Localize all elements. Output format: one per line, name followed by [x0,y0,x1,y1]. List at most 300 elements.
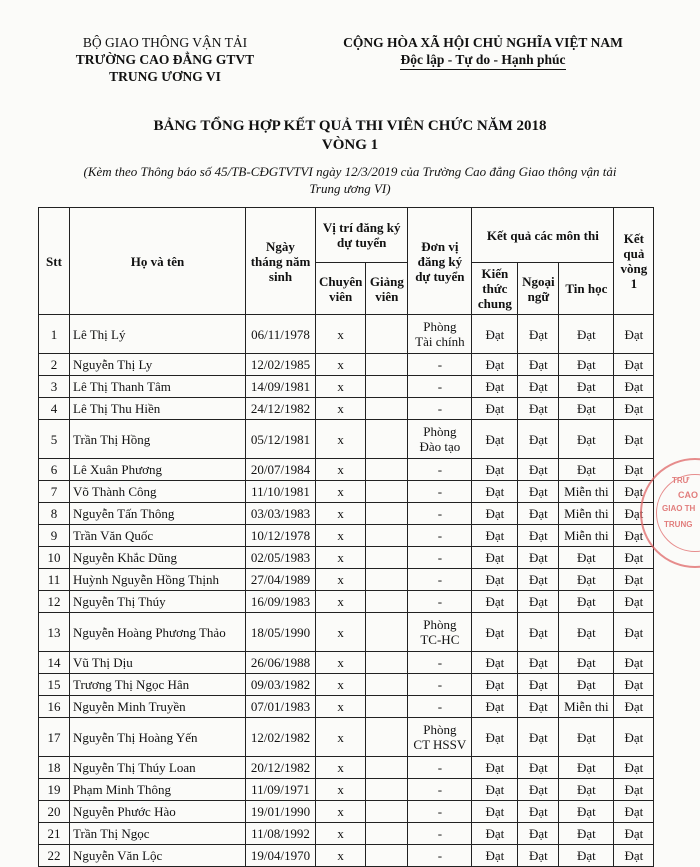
cell-lecturer [366,503,408,525]
cell-specialist: x [316,525,366,547]
unit-line1: - [437,550,443,565]
table-row [39,718,654,757]
cell-foreign: Đạt [518,481,559,503]
cell-stt: 9 [39,525,70,547]
cell-name: Nguyễn Thị Thúy [70,591,246,613]
cell-it: Đạt [559,591,614,613]
cell-round1: Đạt [614,696,654,718]
cell-name: Nguyễn Hoàng Phương Thảo [70,613,246,652]
school-name-line2: TRUNG ƯƠNG VI [109,69,221,84]
cell-stt: 22 [39,845,70,867]
table-row [39,823,654,845]
cell-dob: 11/09/1971 [246,779,316,801]
cell-specialist: x [316,354,366,376]
cell-general: Đạt [472,845,518,867]
table-row [39,547,654,569]
cell-it: Đạt [559,547,614,569]
cell-dob: 20/12/1982 [246,757,316,779]
cell-foreign: Đạt [518,718,559,757]
header-position: Vị trí đăng ký dự tuyển [316,208,408,263]
table-row [39,757,654,779]
unit-line1: Phòng [423,319,457,334]
cell-unit [408,420,472,459]
cell-lecturer [366,525,408,547]
unit-line1: - [437,379,443,394]
cell-general: Đạt [472,503,518,525]
cell-specialist: x [316,376,366,398]
cell-name: Nguyễn Khắc Dũng [70,547,246,569]
results-table-body [39,315,654,867]
cell-lecturer [366,547,408,569]
cell-it: Đạt [559,779,614,801]
cell-stt: 2 [39,354,70,376]
cell-name: Nguyễn Thị Ly [70,354,246,376]
cell-name: Phạm Minh Thông [70,779,246,801]
cell-it: Đạt [559,354,614,376]
cell-lecturer [366,376,408,398]
cell-name: Lê Xuân Phương [70,459,246,481]
cell-unit [408,718,472,757]
cell-name: Nguyễn Tấn Thông [70,503,246,525]
cell-it: Đạt [559,845,614,867]
cell-foreign: Đạt [518,613,559,652]
cell-round1: Đạt [614,613,654,652]
unit-line1: - [437,804,443,819]
cell-it: Miễn thi [559,503,614,525]
cell-general: Đạt [472,652,518,674]
header-it: Tin học [559,263,614,315]
cell-specialist: x [316,779,366,801]
cell-lecturer [366,613,408,652]
cell-lecturer [366,801,408,823]
unit-line1: - [437,655,443,670]
cell-unit [408,569,472,591]
cell-unit [408,315,472,354]
cell-general: Đạt [472,354,518,376]
unit-line1: - [437,699,443,714]
cell-unit [408,354,472,376]
cell-unit [408,674,472,696]
unit-line1: - [437,484,443,499]
cell-round1: Đạt [614,398,654,420]
table-row [39,503,654,525]
cell-unit [408,459,472,481]
cell-round1: Đạt [614,652,654,674]
cell-lecturer [366,420,408,459]
cell-unit [408,801,472,823]
cell-unit [408,398,472,420]
cell-specialist: x [316,420,366,459]
cell-lecturer [366,757,408,779]
header-results: Kết quả các môn thi [472,208,614,263]
cell-lecturer [366,674,408,696]
cell-dob: 27/04/1989 [246,569,316,591]
cell-general: Đạt [472,315,518,354]
cell-stt: 19 [39,779,70,801]
cell-foreign: Đạt [518,674,559,696]
cell-general: Đạt [472,525,518,547]
cell-unit [408,376,472,398]
cell-specialist: x [316,398,366,420]
header-general: Kiến thức chung [472,263,518,315]
unit-line1: - [437,677,443,692]
cell-specialist: x [316,481,366,503]
subtitle-line1: (Kèm theo Thông báo số 45/TB-CĐGTVTVI ngày 12/3/2019 của Trường Cao đẳng Giao thông vận tải [83,164,617,179]
cell-foreign: Đạt [518,591,559,613]
cell-name: Trần Văn Quốc [70,525,246,547]
unit-line1: - [437,594,443,609]
cell-foreign: Đạt [518,696,559,718]
cell-dob: 24/12/1982 [246,398,316,420]
cell-foreign: Đạt [518,845,559,867]
cell-general: Đạt [472,823,518,845]
cell-round1: Đạt [614,376,654,398]
cell-unit [408,525,472,547]
cell-specialist: x [316,547,366,569]
header-lecturer: Giảng viên [366,263,408,315]
cell-round1: Đạt [614,354,654,376]
cell-stt: 10 [39,547,70,569]
cell-round1: Đạt [614,801,654,823]
cell-lecturer [366,591,408,613]
cell-specialist: x [316,459,366,481]
table-row [39,481,654,503]
cell-round1: Đạt [614,481,654,503]
cell-specialist: x [316,757,366,779]
cell-round1: Đạt [614,757,654,779]
school-name-line1: TRƯỜNG CAO ĐẲNG GTVT [75,52,255,67]
cell-general: Đạt [472,376,518,398]
cell-it: Đạt [559,569,614,591]
cell-unit [408,547,472,569]
results-table [38,207,654,867]
unit-line1: - [437,506,443,521]
cell-lecturer [366,569,408,591]
cell-unit [408,757,472,779]
cell-specialist: x [316,845,366,867]
cell-unit [408,481,472,503]
cell-foreign: Đạt [518,525,559,547]
table-row [39,696,654,718]
cell-foreign: Đạt [518,376,559,398]
table-row [39,525,654,547]
header-unit: Đơn vị đăng ký dự tuyển [408,208,472,315]
ministry-name: BỘ GIAO THÔNG VẬN TẢI [82,35,248,50]
cell-unit [408,823,472,845]
cell-it: Đạt [559,652,614,674]
table-row [39,459,654,481]
cell-it: Miễn thi [559,696,614,718]
unit-line1: - [437,528,443,543]
cell-it: Đạt [559,420,614,459]
cell-foreign: Đạt [518,757,559,779]
cell-foreign: Đạt [518,547,559,569]
cell-stt: 4 [39,398,70,420]
cell-round1: Đạt [614,674,654,696]
cell-stt: 16 [39,696,70,718]
cell-stt: 13 [39,613,70,652]
cell-round1: Đạt [614,569,654,591]
cell-unit [408,696,472,718]
cell-stt: 8 [39,503,70,525]
cell-foreign: Đạt [518,398,559,420]
cell-name: Trương Thị Ngọc Hân [70,674,246,696]
cell-specialist: x [316,315,366,354]
cell-dob: 07/01/1983 [246,696,316,718]
cell-lecturer [366,315,408,354]
cell-general: Đạt [472,718,518,757]
cell-foreign: Đạt [518,354,559,376]
cell-specialist: x [316,696,366,718]
seal-text-4: TRUNG [664,520,693,529]
cell-it: Đạt [559,459,614,481]
table-row [39,779,654,801]
cell-it: Đạt [559,613,614,652]
cell-stt: 21 [39,823,70,845]
cell-dob: 19/01/1990 [246,801,316,823]
cell-unit [408,779,472,801]
cell-round1: Đạt [614,503,654,525]
cell-dob: 11/10/1981 [246,481,316,503]
cell-general: Đạt [472,420,518,459]
unit-line1: Phòng [423,722,457,737]
cell-it: Đạt [559,376,614,398]
cell-it: Đạt [559,718,614,757]
table-row [39,354,654,376]
cell-general: Đạt [472,398,518,420]
cell-dob: 03/03/1983 [246,503,316,525]
cell-stt: 12 [39,591,70,613]
cell-name: Lê Thị Thanh Tâm [70,376,246,398]
table-row [39,420,654,459]
cell-dob: 09/03/1982 [246,674,316,696]
table-row [39,569,654,591]
cell-dob: 19/04/1970 [246,845,316,867]
cell-round1: Đạt [614,718,654,757]
cell-unit [408,652,472,674]
cell-name: Nguyễn Thị Hoàng Yến [70,718,246,757]
cell-specialist: x [316,613,366,652]
cell-general: Đạt [472,779,518,801]
cell-dob: 02/05/1983 [246,547,316,569]
cell-stt: 11 [39,569,70,591]
unit-line2: CT HSSV [413,737,467,752]
table-row [39,652,654,674]
cell-specialist: x [316,718,366,757]
title-line2: VÒNG 1 [321,137,379,153]
cell-dob: 26/06/1988 [246,652,316,674]
cell-name: Vũ Thị Dịu [70,652,246,674]
cell-general: Đạt [472,459,518,481]
table-row [39,376,654,398]
cell-foreign: Đạt [518,420,559,459]
table-row [39,315,654,354]
cell-round1: Đạt [614,420,654,459]
cell-specialist: x [316,503,366,525]
cell-lecturer [366,779,408,801]
header-name: Họ và tên [70,208,246,315]
cell-name: Nguyễn Minh Truyền [70,696,246,718]
cell-name: Võ Thành Công [70,481,246,503]
table-row [39,398,654,420]
cell-specialist: x [316,674,366,696]
seal-text-3: GIAO TH [662,504,696,513]
cell-stt: 20 [39,801,70,823]
cell-foreign: Đạt [518,823,559,845]
cell-stt: 1 [39,315,70,354]
unit-line1: - [437,848,443,863]
unit-line1: - [437,826,443,841]
cell-stt: 5 [39,420,70,459]
cell-foreign: Đạt [518,315,559,354]
unit-line1: - [437,462,443,477]
cell-foreign: Đạt [518,459,559,481]
cell-name: Lê Thị Thu Hiền [70,398,246,420]
cell-round1: Đạt [614,823,654,845]
cell-foreign: Đạt [518,801,559,823]
issuer-header [40,34,290,85]
cell-unit [408,845,472,867]
cell-name: Trần Thị Hồng [70,420,246,459]
cell-foreign: Đạt [518,779,559,801]
cell-general: Đạt [472,674,518,696]
cell-it: Đạt [559,801,614,823]
cell-dob: 18/05/1990 [246,613,316,652]
cell-stt: 3 [39,376,70,398]
cell-round1: Đạt [614,845,654,867]
cell-unit [408,613,472,652]
cell-dob: 14/09/1981 [246,376,316,398]
cell-it: Miễn thi [559,481,614,503]
cell-it: Đạt [559,398,614,420]
cell-specialist: x [316,591,366,613]
cell-stt: 17 [39,718,70,757]
seal-text-1: TRƯ [672,476,690,485]
seal-text-2: CAO [678,490,698,500]
cell-stt: 15 [39,674,70,696]
header-stt: Stt [39,208,70,315]
unit-line1: - [437,357,443,372]
cell-name: Huỳnh Nguyễn Hồng Thịnh [70,569,246,591]
cell-name: Nguyễn Thị Thúy Loan [70,757,246,779]
cell-name: Nguyễn Văn Lộc [70,845,246,867]
table-row [39,613,654,652]
cell-specialist: x [316,652,366,674]
table-row [39,591,654,613]
document-subtitle [40,163,660,197]
unit-line1: - [437,782,443,797]
country-name: CỘNG HÒA XÃ HỘI CHỦ NGHĨA VIỆT NAM [343,35,623,50]
cell-round1: Đạt [614,547,654,569]
cell-general: Đạt [472,696,518,718]
header-round1: Kết quả vòng 1 [614,208,654,315]
cell-specialist: x [316,823,366,845]
header-specialist: Chuyên viên [316,263,366,315]
cell-specialist: x [316,569,366,591]
subtitle-line2: Trung ương VI) [309,181,391,196]
cell-lecturer [366,845,408,867]
unit-line2: Đào tạo [419,439,461,454]
cell-foreign: Đạt [518,569,559,591]
cell-lecturer [366,459,408,481]
cell-round1: Đạt [614,779,654,801]
cell-general: Đạt [472,801,518,823]
cell-round1: Đạt [614,525,654,547]
cell-dob: 10/12/1978 [246,525,316,547]
cell-it: Đạt [559,757,614,779]
seal-inner-ring [656,474,700,552]
cell-stt: 6 [39,459,70,481]
table-row [39,801,654,823]
cell-lecturer [366,696,408,718]
unit-line1: - [437,760,443,775]
cell-dob: 20/07/1984 [246,459,316,481]
cell-dob: 06/11/1978 [246,315,316,354]
unit-line2: Tài chính [415,334,465,349]
cell-stt: 7 [39,481,70,503]
cell-name: Nguyễn Phước Hào [70,801,246,823]
cell-unit [408,503,472,525]
cell-stt: 14 [39,652,70,674]
cell-lecturer [366,354,408,376]
cell-dob: 05/12/1981 [246,420,316,459]
cell-general: Đạt [472,591,518,613]
cell-general: Đạt [472,757,518,779]
cell-lecturer [366,718,408,757]
cell-name: Trần Thị Ngọc [70,823,246,845]
cell-it: Miễn thi [559,525,614,547]
national-motto: Độc lập - Tự do - Hạnh phúc [400,51,565,70]
title-line1: BẢNG TỔNG HỢP KẾT QUẢ THI VIÊN CHỨC NĂM 2018 [153,118,547,134]
unit-line1: - [437,401,443,416]
cell-round1: Đạt [614,315,654,354]
cell-name: Lê Thị Lý [70,315,246,354]
cell-specialist: x [316,801,366,823]
cell-lecturer [366,481,408,503]
cell-dob: 12/02/1982 [246,718,316,757]
table-row [39,674,654,696]
unit-line1: - [437,572,443,587]
unit-line2: TC-HC [420,632,460,647]
header-dob: Ngày tháng năm sinh [246,208,316,315]
cell-it: Đạt [559,823,614,845]
cell-it: Đạt [559,315,614,354]
cell-dob: 12/02/1985 [246,354,316,376]
cell-lecturer [366,652,408,674]
cell-unit [408,591,472,613]
document-title [0,117,700,155]
national-header [318,34,648,70]
cell-it: Đạt [559,674,614,696]
cell-dob: 16/09/1983 [246,591,316,613]
cell-general: Đạt [472,481,518,503]
cell-stt: 18 [39,757,70,779]
table-row [39,845,654,867]
cell-lecturer [366,823,408,845]
header-foreign: Ngoại ngữ [518,263,559,315]
unit-line1: Phòng [423,424,457,439]
cell-round1: Đạt [614,591,654,613]
cell-general: Đạt [472,613,518,652]
cell-general: Đạt [472,569,518,591]
unit-line1: Phòng [423,617,457,632]
cell-foreign: Đạt [518,503,559,525]
cell-dob: 11/08/1992 [246,823,316,845]
cell-general: Đạt [472,547,518,569]
cell-round1: Đạt [614,459,654,481]
cell-foreign: Đạt [518,652,559,674]
cell-lecturer [366,398,408,420]
